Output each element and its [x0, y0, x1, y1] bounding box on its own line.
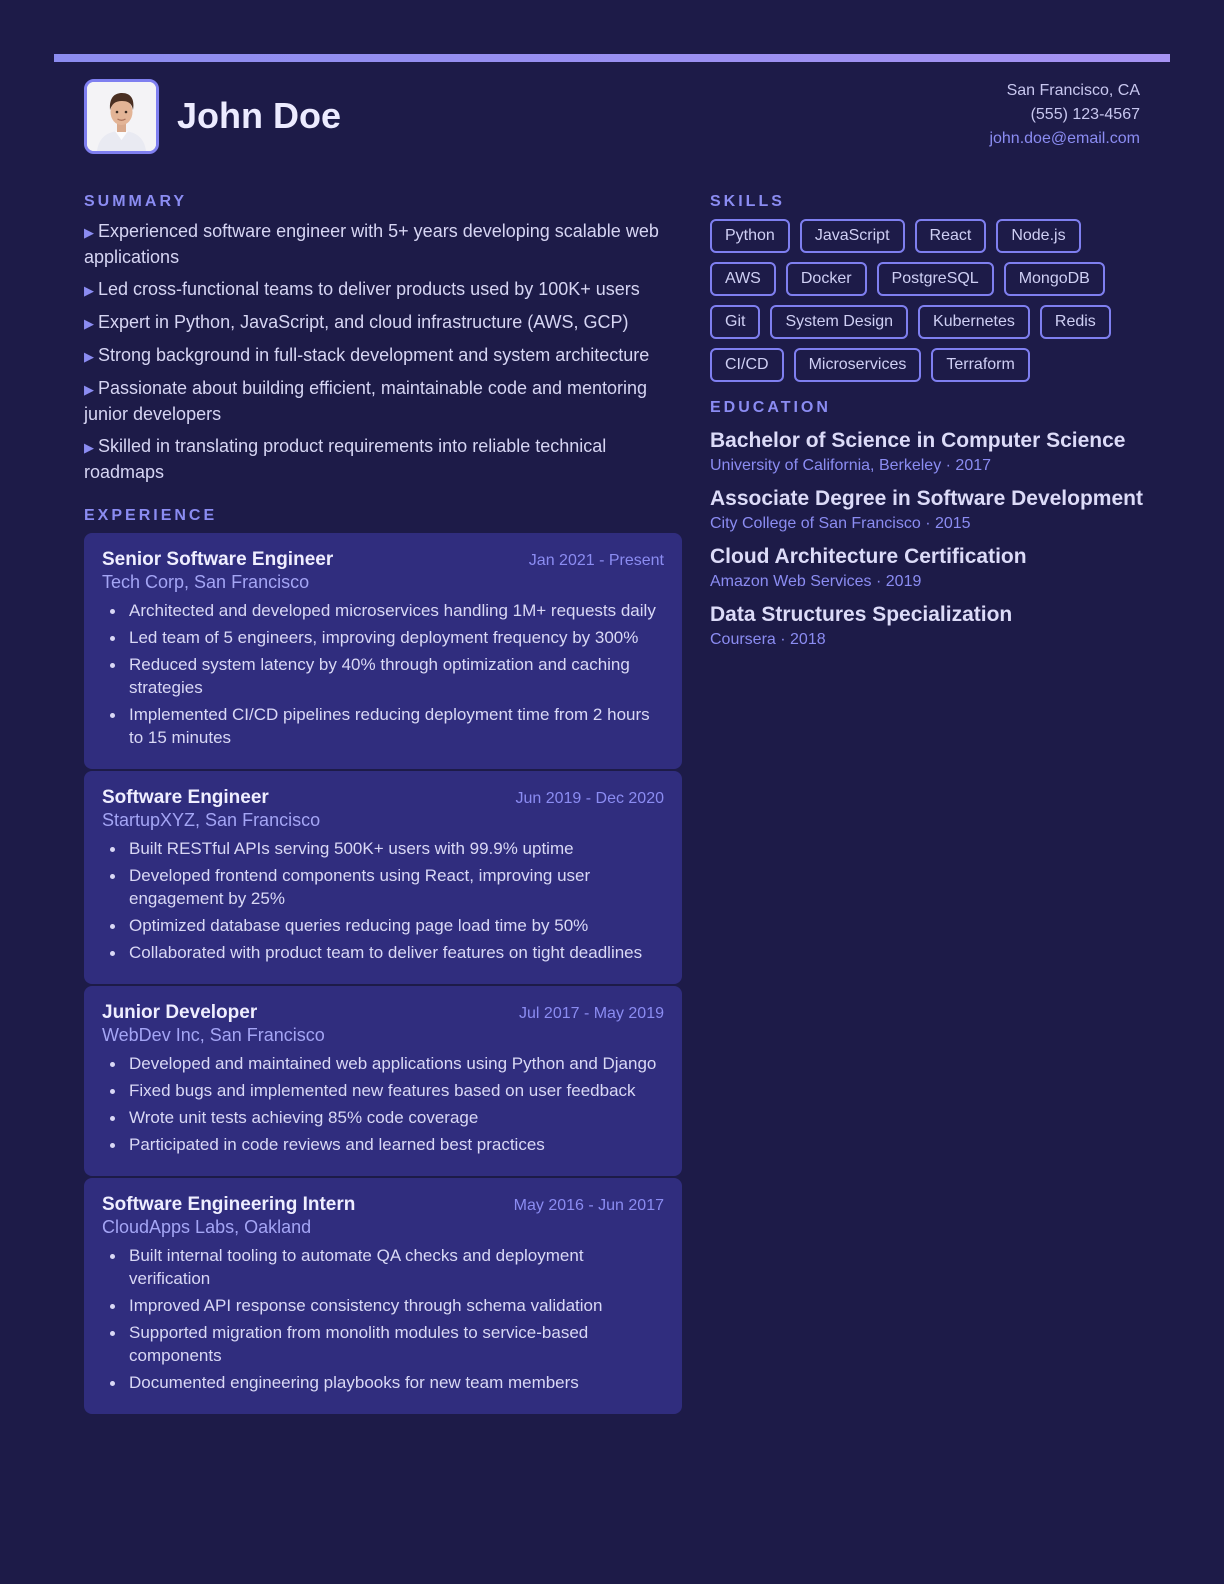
job-card	[84, 986, 682, 1176]
job-bullet: Improved API response consistency through schema validation	[102, 1294, 664, 1317]
job-bullet: Wrote unit tests achieving 85% code coverage	[102, 1106, 664, 1129]
triangle-right-icon: ▶	[84, 225, 94, 240]
job-bullet: Built RESTful APIs serving 500K+ users with 99.9% uptime	[102, 837, 664, 860]
job-title: Senior Software Engineer	[102, 549, 334, 570]
job-title: Software Engineer	[102, 787, 269, 808]
job-card	[84, 533, 682, 769]
skill-tag: Node.js	[996, 219, 1080, 253]
skill-tag: Redis	[1040, 305, 1111, 339]
job-card	[84, 1178, 682, 1414]
education-school: City College of San Francisco · 2015	[710, 515, 971, 532]
experience-list	[84, 533, 682, 1414]
job-title: Junior Developer	[102, 1002, 258, 1023]
job-title: Software Engineering Intern	[102, 1194, 356, 1215]
job-bullet: Documented engineering playbooks for new team members	[102, 1371, 664, 1394]
job-company: Tech Corp, San Francisco	[102, 572, 310, 592]
skill-tag: AWS	[710, 262, 776, 296]
job-bullet: Developed frontend components using React, improving user engagement by 25%	[102, 864, 664, 910]
summary-list	[84, 219, 682, 485]
job-dates: Jul 2017 - May 2019	[519, 1005, 664, 1022]
job-bullet: Collaborated with product team to deliver features on tight deadlines	[102, 941, 664, 964]
job-card	[84, 771, 682, 984]
education-item	[710, 543, 1150, 591]
skill-tag: CI/CD	[710, 348, 784, 382]
person-portrait-icon	[87, 82, 156, 151]
education-degree: Associate Degree in Software Development	[710, 487, 1143, 510]
skill-tag: Terraform	[931, 348, 1029, 382]
education-item	[710, 601, 1150, 649]
summary-item: ▶ Led cross-functional teams to deliver products used by 100K+ users	[84, 279, 640, 299]
job-company: CloudApps Labs, Oakland	[102, 1217, 312, 1237]
header-accent-bar	[54, 54, 1170, 62]
skill-tag: Git	[710, 305, 760, 339]
triangle-right-icon: ▶	[84, 382, 94, 397]
job-bullet: Reduced system latency by 40% through optimization and caching strategies	[102, 653, 664, 699]
job-bullet: Led team of 5 engineers, improving deployment frequency by 300%	[102, 626, 664, 649]
education-degree: Bachelor of Science in Computer Science	[710, 429, 1126, 452]
profile-photo	[84, 79, 159, 154]
right-column	[710, 193, 1150, 649]
job-dates: Jan 2021 - Present	[528, 552, 664, 569]
job-bullet: Implemented CI/CD pipelines reducing deployment time from 2 hours to 15 minutes	[102, 703, 664, 749]
job-bullet: Built internal tooling to automate QA checks and deployment verification	[102, 1244, 664, 1290]
summary-item: ▶ Experienced software engineer with 5+ years developing scalable web applications	[84, 221, 659, 267]
education-heading: EDUCATION	[710, 399, 831, 416]
job-bullet: Developed and maintained web applications using Python and Django	[102, 1052, 664, 1075]
experience-heading: EXPERIENCE	[84, 507, 218, 524]
triangle-right-icon: ▶	[84, 440, 94, 455]
job-bullet: Participated in code reviews and learned best practices	[102, 1133, 664, 1156]
skill-tag: Kubernetes	[918, 305, 1030, 339]
job-dates: May 2016 - Jun 2017	[513, 1197, 664, 1214]
skill-tag: MongoDB	[1004, 262, 1105, 296]
job-bullet: Architected and developed microservices handling 1M+ requests daily	[102, 599, 664, 622]
education-school: Amazon Web Services · 2019	[710, 573, 922, 590]
skill-tag: React	[915, 219, 987, 253]
skill-tag: Docker	[786, 262, 867, 296]
resume-header	[84, 79, 1140, 155]
job-company: StartupXYZ, San Francisco	[102, 810, 321, 830]
education-list	[710, 427, 1150, 649]
email-link[interactable]: john.doe@email.com	[989, 130, 1140, 147]
skill-tag: Python	[710, 219, 790, 253]
job-bullet: Fixed bugs and implemented new features based on user feedback	[102, 1079, 664, 1102]
skill-tag: PostgreSQL	[877, 262, 994, 296]
contact-info	[989, 79, 1140, 151]
skill-tag: JavaScript	[800, 219, 905, 253]
job-bullet: Optimized database queries reducing page load time by 50%	[102, 914, 664, 937]
education-degree: Cloud Architecture Certification	[710, 545, 1027, 568]
candidate-name: John Doe	[177, 95, 342, 136]
education-item	[710, 427, 1150, 475]
education-school: Coursera · 2018	[710, 631, 826, 648]
phone-text: (555) 123-4567	[1030, 106, 1140, 123]
job-bullet: Supported migration from monolith modules to service-based components	[102, 1321, 664, 1367]
left-column	[84, 193, 682, 1416]
summary-item: ▶ Expert in Python, JavaScript, and cloud infrastructure (AWS, GCP)	[84, 312, 629, 332]
summary-heading: SUMMARY	[84, 193, 188, 210]
skill-tag: Microservices	[794, 348, 922, 382]
education-school: University of California, Berkeley · 2017	[710, 457, 992, 474]
summary-item: ▶ Skilled in translating product requirements into reliable technical roadmaps	[84, 436, 607, 482]
education-item	[710, 485, 1150, 533]
skill-tag: System Design	[770, 305, 908, 339]
job-company: WebDev Inc, San Francisco	[102, 1025, 325, 1045]
summary-item: ▶ Strong background in full-stack development and system architecture	[84, 345, 650, 365]
job-dates: Jun 2019 - Dec 2020	[515, 790, 664, 807]
education-degree: Data Structures Specialization	[710, 603, 1013, 626]
skills-list	[710, 219, 1150, 391]
triangle-right-icon: ▶	[84, 316, 94, 331]
location-text: San Francisco, CA	[1006, 82, 1140, 99]
summary-item: ▶ Passionate about building efficient, maintainable code and mentoring junior developers	[84, 378, 648, 424]
skills-heading: SKILLS	[710, 193, 785, 210]
triangle-right-icon: ▶	[84, 349, 94, 364]
triangle-right-icon: ▶	[84, 283, 94, 298]
